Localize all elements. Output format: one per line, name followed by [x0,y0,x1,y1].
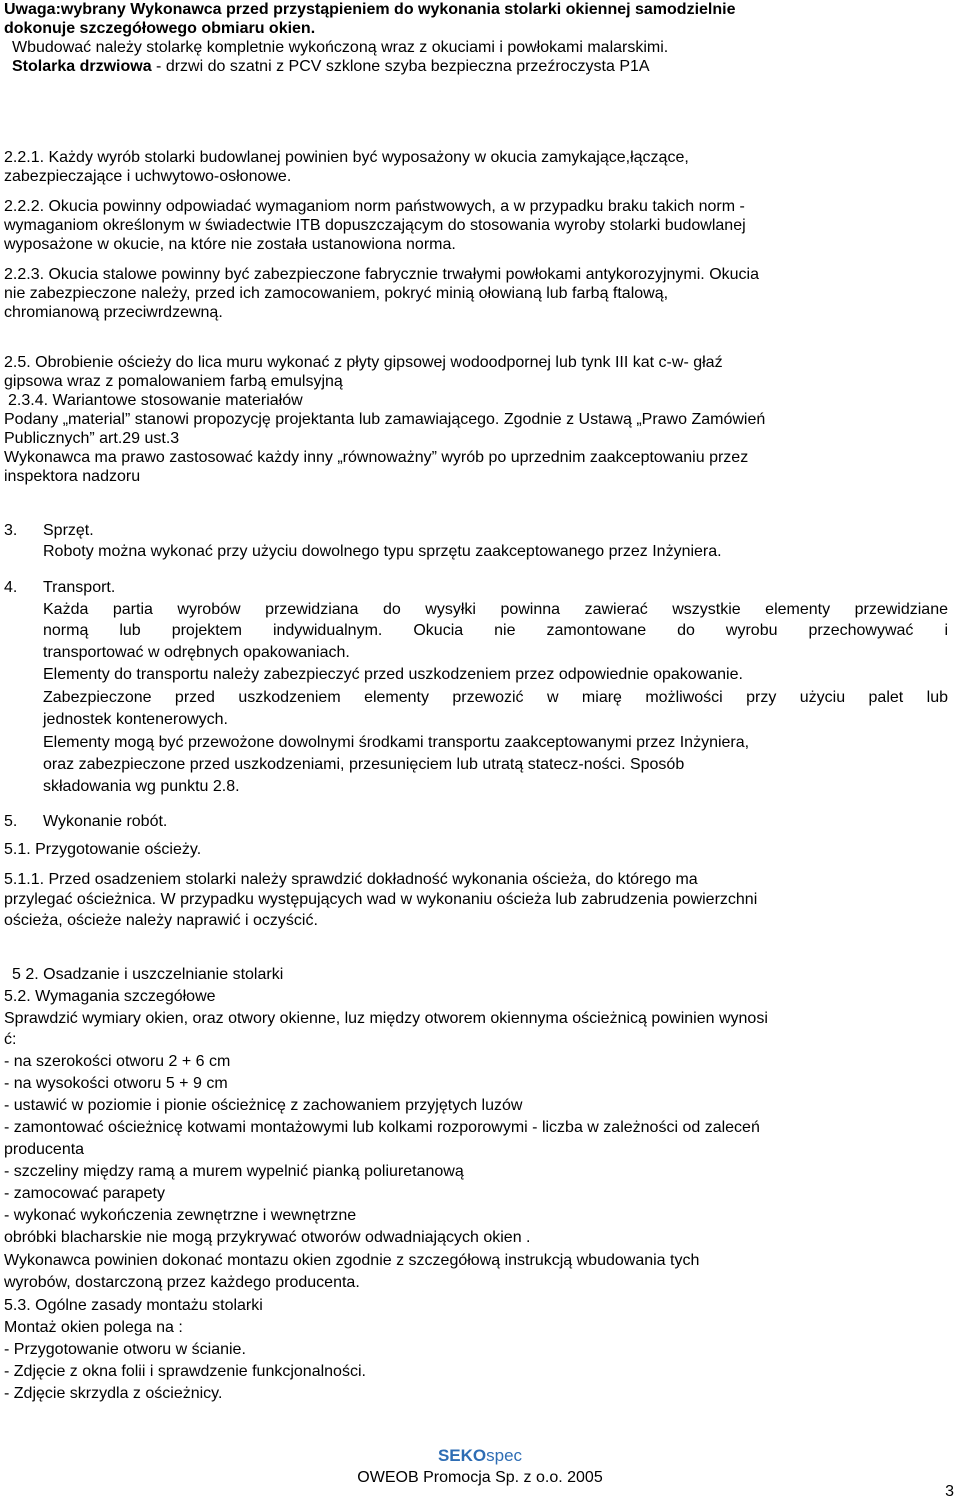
s222-line-1: 2.2.2. Okucia powinny odpowiadać wymaganiom norm państwowych, a w przypadku braku takich norm - [4,198,745,215]
brand-part-1: SEKO [437,1446,487,1465]
list-item: obróbki blacharskie nie mogą przykrywać otworów odwadniających okien . [4,1229,531,1246]
s3-heading [4,521,94,540]
s25-line-1: 2.5. Obrobienie ościeży do lica muru wykonać z płyty gipsowej wodoodpornej lub tynk III kat c-w- głaź [4,354,723,371]
s5-title: Wykonanie robót. [43,813,168,830]
s4-p2-line-1: Elementy do transportu należy zabezpieczyć przed uszkodzeniem przez odpowiednie opakowanie. [43,666,743,683]
s5-number: 5. [4,813,18,830]
page-number: 3 [945,1483,954,1500]
install-line-2: wyrobów, dostarczoną przez każdego producenta. [4,1274,360,1291]
list-item: - Przygotowanie otworu w ścianie. [4,1341,246,1358]
install-line-1: Wykonawca powinien dokonać montazu okien zgodnie z szczegółową instrukcją wbudowania tych [4,1252,700,1269]
s4-p1-line-1: Każda partia wyrobów przewidziana do wysyłki powinna zawierać wszystkie elementy przewidziane [43,601,948,618]
s4-p4-line-1: Elementy mogą być przewożone dowolnymi środkami transportu zaakceptowanymi przez Inżyniera, [43,734,750,751]
s223-line-3: chromianową przeciwrdzewną. [4,304,223,321]
warning-line-4 [12,57,650,76]
list-item: - Zdjęcie skrzydla z ościeżnicy. [4,1385,223,1402]
s4-p3-line-1: Zabezpieczone przed uszkodzeniem elementy przewozić w miarę możliwości przy użyciu palet lub [43,689,948,706]
warning-line-1: Uwaga:wybrany Wykonawca przed przystąpieniem do wykonania stolarki okiennej samodzielnie [4,1,736,18]
s52-subheading: 5.2. Wymagania szczegółowe [4,988,216,1005]
list-item: - ustawić w poziomie i pionie ościeżnicę z zachowaniem przyjętych luzów [4,1097,523,1114]
s3-line-1: Roboty można wykonać przy użyciu dowolnego typu sprzętu zaakceptowanego przez Inżyniera. [43,543,722,560]
s4-heading [4,578,115,597]
s4-p1-line-2: normą lub projektem indywidualnym. Okucia nie zamontowane do wyrobu przechowywać i [43,622,948,639]
warning-line-3: Wbudować należy stolarkę kompletnie wykończoną wraz z okuciami i powłokami malarskimi. [12,39,669,56]
list-item: - zamocować parapety [4,1185,165,1202]
s4-p3-line-2: jednostek kontenerowych. [43,711,228,728]
s511-line-2: przylegać ościeżnica. W przypadku występujących wad w wykonaniu ościeża lub zabrudzenia powierzchni [4,891,758,908]
s4-title: Transport. [43,579,116,596]
s4-p4-line-3: składowania wg punktu 2.8. [43,778,240,795]
list-item: - wykonać wykończenia zewnętrzne i wewnętrzne [4,1207,357,1224]
s222-line-3: wyposażone w okucie, na które nie została ustanowiona norma. [4,236,456,253]
footer-copyright: OWEOB Promocja Sp. z o.o. 2005 [357,1469,603,1486]
s4-number: 4. [4,579,18,596]
list-item: - szczeliny między ramą a murem wypelnić pianką poliuretanową [4,1163,464,1180]
s4-p4-line-2: oraz zabezpieczone przed uszkodzeniami, przesunięciem lub utratą statecz-ności. Sposób [43,756,685,773]
s52-line-1: Sprawdzić wymiary okien, oraz otwory okienne, luz między otworem okiennyma ościeżnicą powinien wynosi [4,1010,768,1027]
warning-door-label: Stolarka drzwiowa [12,58,152,75]
s3-title: Sprzęt. [43,522,94,539]
brand-part-2: spec [486,1446,523,1465]
s511-line-3: ościeża, ościeże należy naprawić i oczyścić. [4,912,318,929]
s234-heading: 2.3.4. Wariantowe stosowanie materiałów [8,392,303,409]
list-item: - zamontować ościeżnicę kotwami montażowymi lub kolkami rozporowymi - liczba w zależności od zaleceń [4,1119,760,1136]
list-item: producenta [4,1141,85,1158]
s234-line-3: Publicznych” art.29 ust.3 [4,430,180,447]
s222-line-2: wymaganiom określonym w świadectwie ITB dopuszczającym do stosowania wyroby stolarki budowlanej [4,217,746,234]
s234-line-5: inspektora nadzoru [4,468,141,485]
s51-heading: 5.1. Przygotowanie ościeży. [4,841,202,858]
s3-number: 3. [4,522,18,539]
s4-p1-line-3: transportować w odrębnych opakowaniach. [43,644,350,661]
footer-brand-logo [0,1446,960,1465]
s52-line-2: ć: [4,1031,17,1048]
s234-line-2: Podany „material” stanowi propozycję projektanta lub zamawiającego. Zgodnie z Ustawą „Prawo Zamówień [4,411,766,428]
list-item: - na szerokości otworu 2 + 6 cm [4,1053,231,1070]
s221-line-2: zabezpieczające i uchwytowo-osłonowe. [4,168,292,185]
s53-intro: Montaż okien polega na : [4,1319,183,1336]
list-item: - Zdjęcie z okna folii i sprawdzenie funkcjonalności. [4,1363,366,1380]
warning-door-text: - drzwi do szatni z PCV szklone szyba bezpieczna przeźroczysta P1A [151,58,650,75]
s5-heading [4,812,167,831]
list-item: - na wysokości otworu 5 + 9 cm [4,1075,228,1092]
s511-line-1: 5.1.1. Przed osadzeniem stolarki należy sprawdzić dokładność wykonania ościeża, do którego ma [4,871,698,888]
s52-heading: 5 2. Osadzanie i uszczelnianie stolarki [12,966,284,983]
s53-heading: 5.3. Ogólne zasady montażu stolarki [4,1297,263,1314]
s223-line-2: nie zabezpieczone należy, przed ich zamocowaniem, pokryć minią ołowianą lub farbą ftalową, [4,285,669,302]
warning-line-2: dokonuje szczegółowego obmiaru okien. [4,20,316,37]
s25-line-2: gipsowa wraz z pomalowaniem farbą emulsyjną [4,373,343,390]
s221-line-1: 2.2.1. Każdy wyrób stolarki budowlanej powinien być wyposażony w okucia zamykające,łączące, [4,149,689,166]
s223-line-1: 2.2.3. Okucia stalowe powinny być zabezpieczone fabrycznie trwałymi powłokami antykorozyjnymi. Okucia [4,266,759,283]
s234-line-4: Wykonawca ma prawo zastosować każdy inny „równoważny” wyrób po uprzednim zaakceptowaniu przez [4,449,749,466]
